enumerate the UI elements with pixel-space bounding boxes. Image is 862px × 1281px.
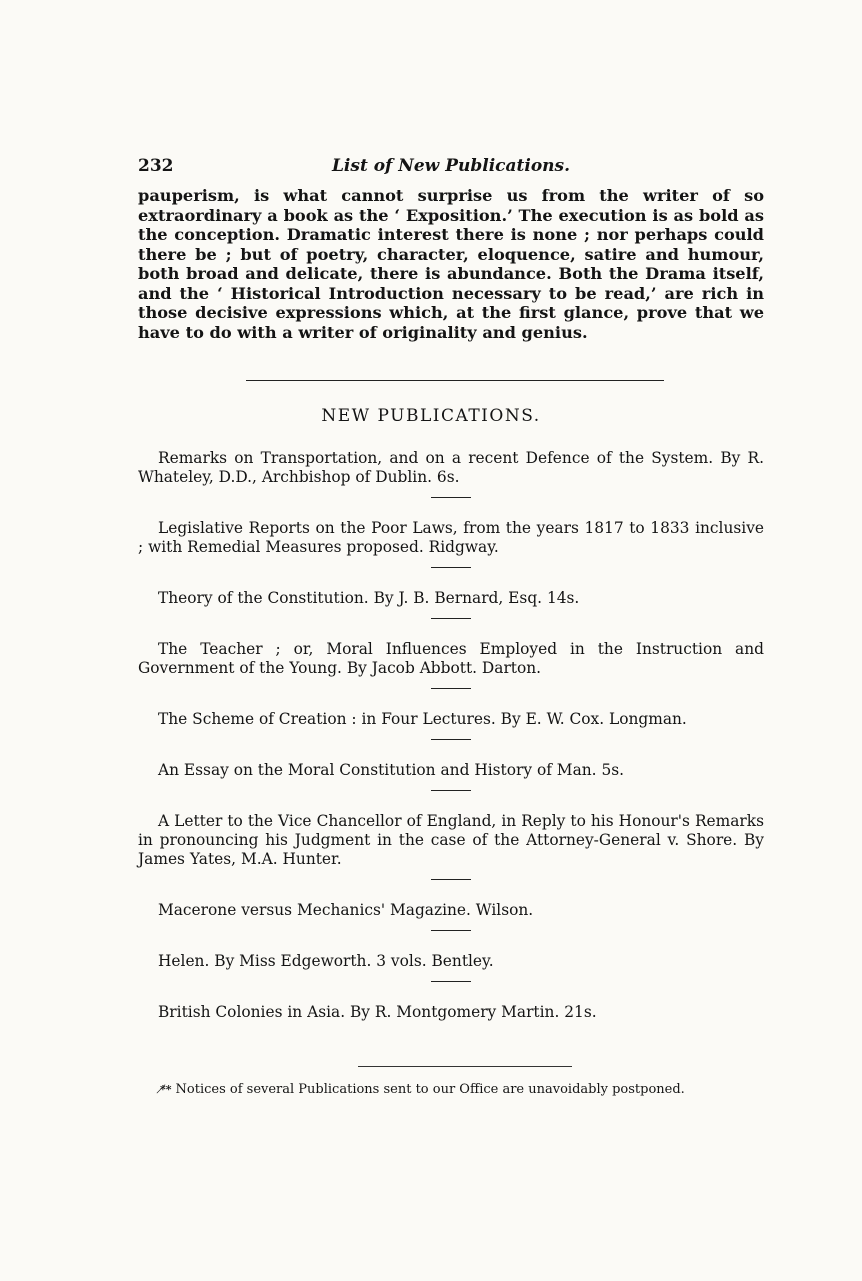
publication-entry: Legislative Reports on the Poor Laws, from the years 1817 to 1833 inclusive ; with Remedial Measures proposed. Ridgway. xyxy=(138,519,764,556)
page-header xyxy=(138,156,764,180)
entry-divider xyxy=(431,930,471,931)
review-continuation-paragraph: pauperism, is what cannot surprise us from the writer of so extraordinary a book as the ‘ Exposition.’ The execution is as bold as the conception. Dramatic interest there is none ; nor perhaps could there be ; but of poetry, character, eloquence, satire and humour, both broad and delicate, there is abundance. Both the Drama itself, and the ‘ Historical Introduction necessary to be read,’ are rich in those decisive expressions which, at the first glance, prove that we have to do with a writer of originality and genius. xyxy=(138,186,764,342)
section-separator-rule xyxy=(246,380,664,381)
publication-entry: Remarks on Transportation, and on a recent Defence of the System. By R. Whateley, D.D., Archbishop of Dublin. 6s. xyxy=(138,449,764,486)
entry-divider xyxy=(431,879,471,880)
publication-entry: The Scheme of Creation : in Four Lectures. By E. W. Cox. Longman. xyxy=(158,710,687,728)
page-number: 232 xyxy=(138,156,174,176)
footnote-rule xyxy=(358,1066,572,1067)
notice-text: Notices of several Publications sent to our Office are unavoidably postponed. xyxy=(175,1082,685,1097)
entry-divider xyxy=(431,618,471,619)
publication-entry: An Essay on the Moral Constitution and History of Man. 5s. xyxy=(158,761,625,779)
publication-entry: Theory of the Constitution. By J. B. Bernard, Esq. 14s. xyxy=(158,589,580,607)
entry-divider xyxy=(431,688,471,689)
publication-entry: Helen. By Miss Edgeworth. 3 vols. Bentley. xyxy=(158,952,494,970)
entry-divider xyxy=(431,497,471,498)
publication-list xyxy=(138,449,764,1022)
section-heading: NEW PUBLICATIONS. xyxy=(321,406,541,426)
asterism-mark: *̸* xyxy=(160,1083,172,1096)
entry-divider xyxy=(431,739,471,740)
running-title: List of New Publications. xyxy=(331,156,571,176)
editorial-notice xyxy=(160,1081,764,1099)
publication-entry: British Colonies in Asia. By R. Montgomery Martin. 21s. xyxy=(158,1003,597,1021)
entry-divider xyxy=(431,567,471,568)
publication-entry: A Letter to the Vice Chancellor of England, in Reply to his Honour's Remarks in pronouncing his Judgment in the case of the Attorney-General v. Shore. By James Yates, M.A. Hunter. xyxy=(138,812,764,868)
publication-entry: Macerone versus Mechanics' Magazine. Wilson. xyxy=(158,901,534,919)
entry-divider xyxy=(431,790,471,791)
publication-entry: The Teacher ; or, Moral Influences Employed in the Instruction and Government of the Young. By Jacob Abbott. Darton. xyxy=(138,640,764,677)
entry-divider xyxy=(431,981,471,982)
